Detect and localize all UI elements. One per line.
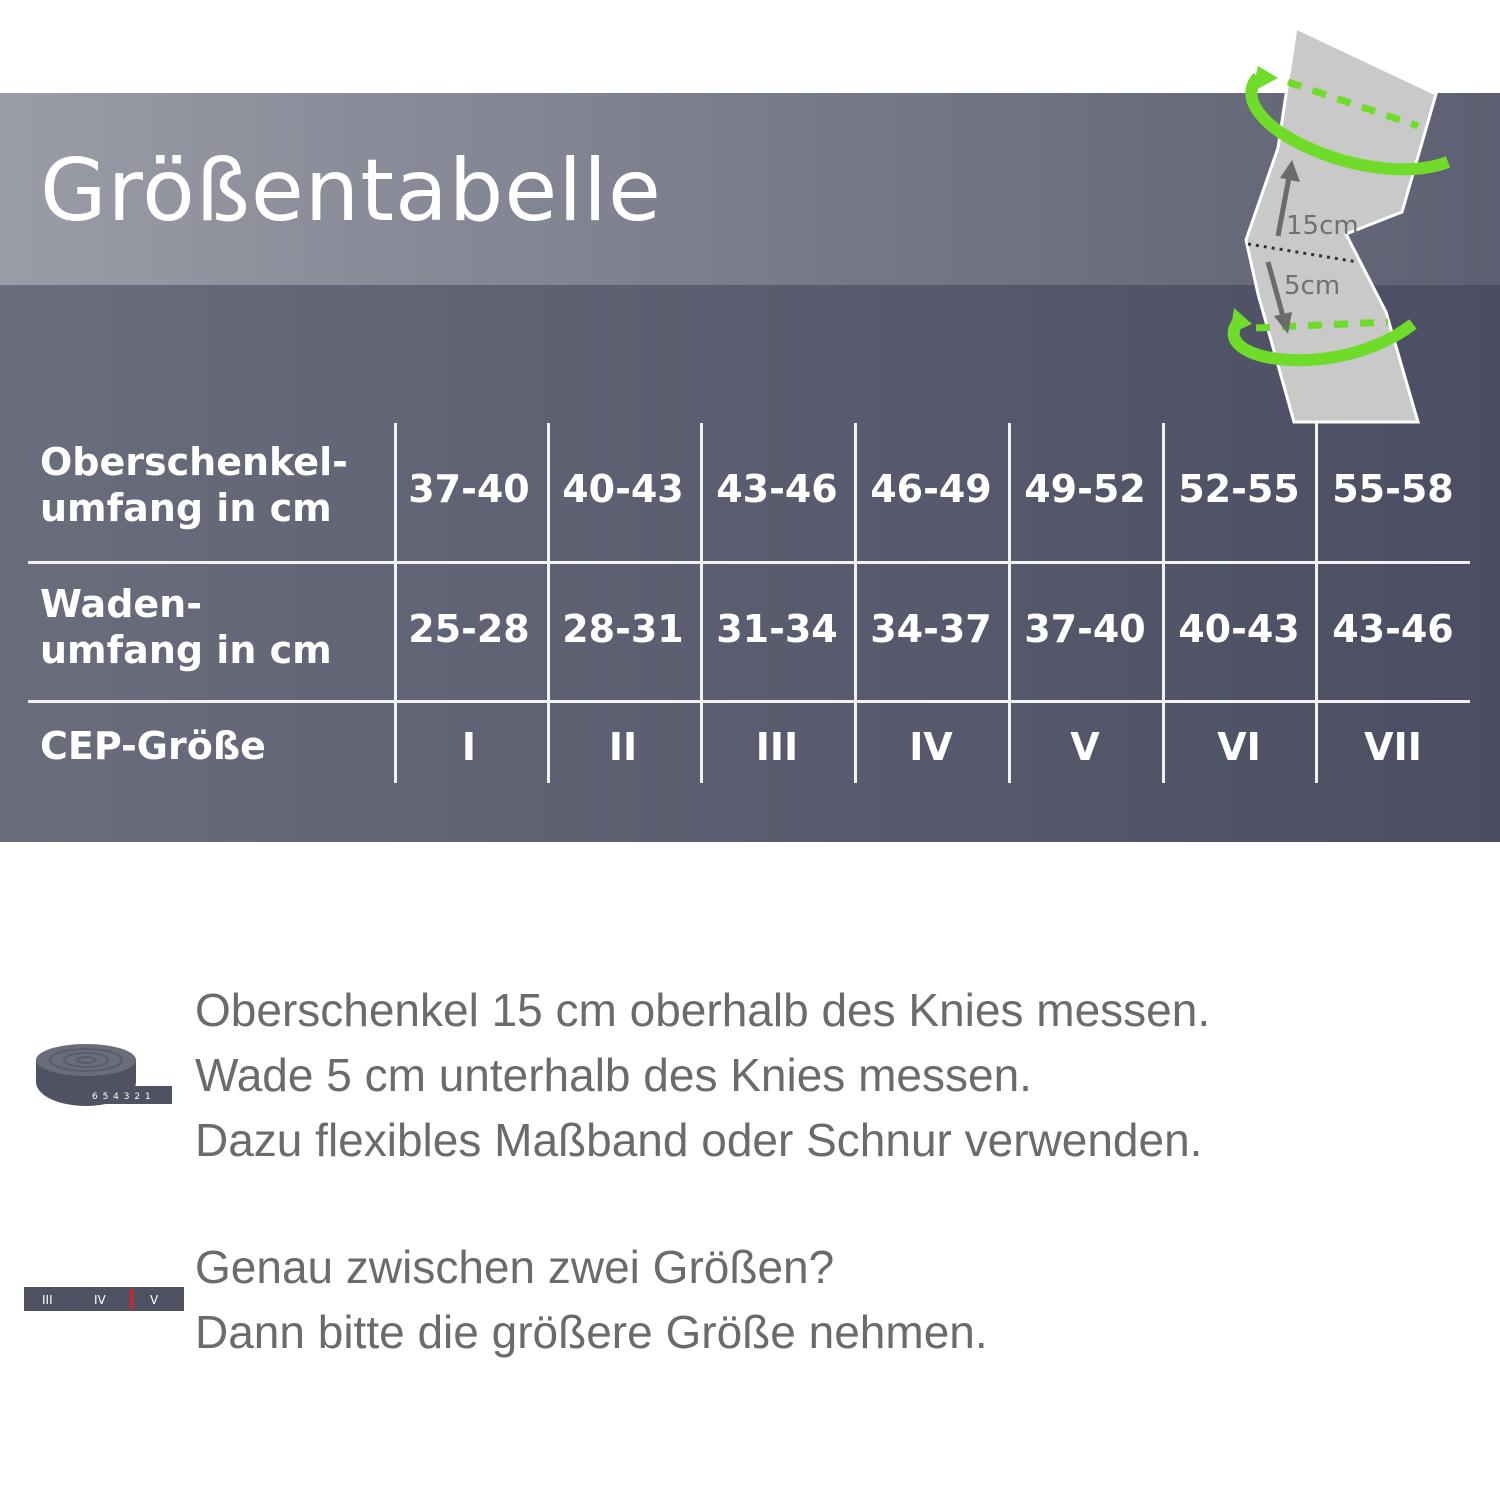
table-cell: 34-37 bbox=[870, 607, 992, 651]
upper-distance-label: 15cm bbox=[1286, 211, 1359, 241]
row-label-calf: Waden- umfang in cm bbox=[40, 582, 332, 672]
row-label-cep-size: CEP-Größe bbox=[40, 724, 266, 768]
table-cell: 55-58 bbox=[1332, 467, 1454, 511]
between-advice: Dann bitte die größere Größe nehmen. bbox=[195, 1306, 988, 1358]
tape-digits: 6 5 4 3 2 1 bbox=[92, 1092, 152, 1102]
size-table bbox=[28, 423, 1470, 783]
measure-line-thigh: Oberschenkel 15 cm oberhalb des Knies messen. bbox=[195, 984, 1211, 1036]
table-cell: 43-46 bbox=[716, 467, 838, 511]
scale-label-iv: IV bbox=[94, 1293, 106, 1307]
knee-measurement-illustration bbox=[1218, 22, 1458, 432]
between-sizes-note bbox=[195, 1235, 988, 1365]
table-cell: 49-52 bbox=[1024, 467, 1146, 511]
size-scale-icon bbox=[24, 1287, 184, 1311]
table-cell: 46-49 bbox=[870, 467, 992, 511]
table-cell: 40-43 bbox=[1178, 607, 1300, 651]
table-cell: 43-46 bbox=[1332, 607, 1454, 651]
table-cell: 52-55 bbox=[1178, 467, 1300, 511]
measure-line-tool: Dazu flexibles Maßband oder Schnur verwenden. bbox=[195, 1114, 1203, 1166]
measure-instructions bbox=[195, 978, 1210, 1173]
scale-marker bbox=[130, 1289, 133, 1309]
scale-label-v: V bbox=[150, 1293, 159, 1307]
table-cell: IV bbox=[909, 725, 953, 769]
table-cell: 25-28 bbox=[408, 607, 530, 651]
table-divider-2 bbox=[28, 700, 1470, 703]
lower-distance-label: 5cm bbox=[1284, 271, 1341, 301]
table-cell: II bbox=[608, 725, 638, 769]
scale-label-iii: III bbox=[42, 1293, 53, 1307]
table-cell: III bbox=[755, 725, 799, 769]
table-cell: 37-40 bbox=[408, 467, 530, 511]
measure-line-calf: Wade 5 cm unterhalb des Knies messen. bbox=[195, 1049, 1032, 1101]
between-question: Genau zwischen zwei Größen? bbox=[195, 1241, 835, 1293]
table-cell: I bbox=[461, 725, 477, 769]
upper-arrow-head bbox=[1252, 66, 1278, 92]
table-divider-1 bbox=[28, 561, 1470, 564]
table-cell: 37-40 bbox=[1024, 607, 1146, 651]
measuring-tape-icon bbox=[34, 1042, 174, 1108]
table-cell: 28-31 bbox=[562, 607, 684, 651]
page-title: Größentabelle bbox=[40, 141, 662, 241]
table-cell: 40-43 bbox=[562, 467, 684, 511]
table-cell: 31-34 bbox=[716, 607, 838, 651]
lower-arrow-head bbox=[1230, 308, 1252, 334]
row-label-thigh: Oberschenkel- umfang in cm bbox=[40, 440, 348, 530]
table-cell: VI bbox=[1217, 725, 1261, 769]
table-cell: VII bbox=[1364, 725, 1422, 769]
table-cell: V bbox=[1070, 725, 1100, 769]
